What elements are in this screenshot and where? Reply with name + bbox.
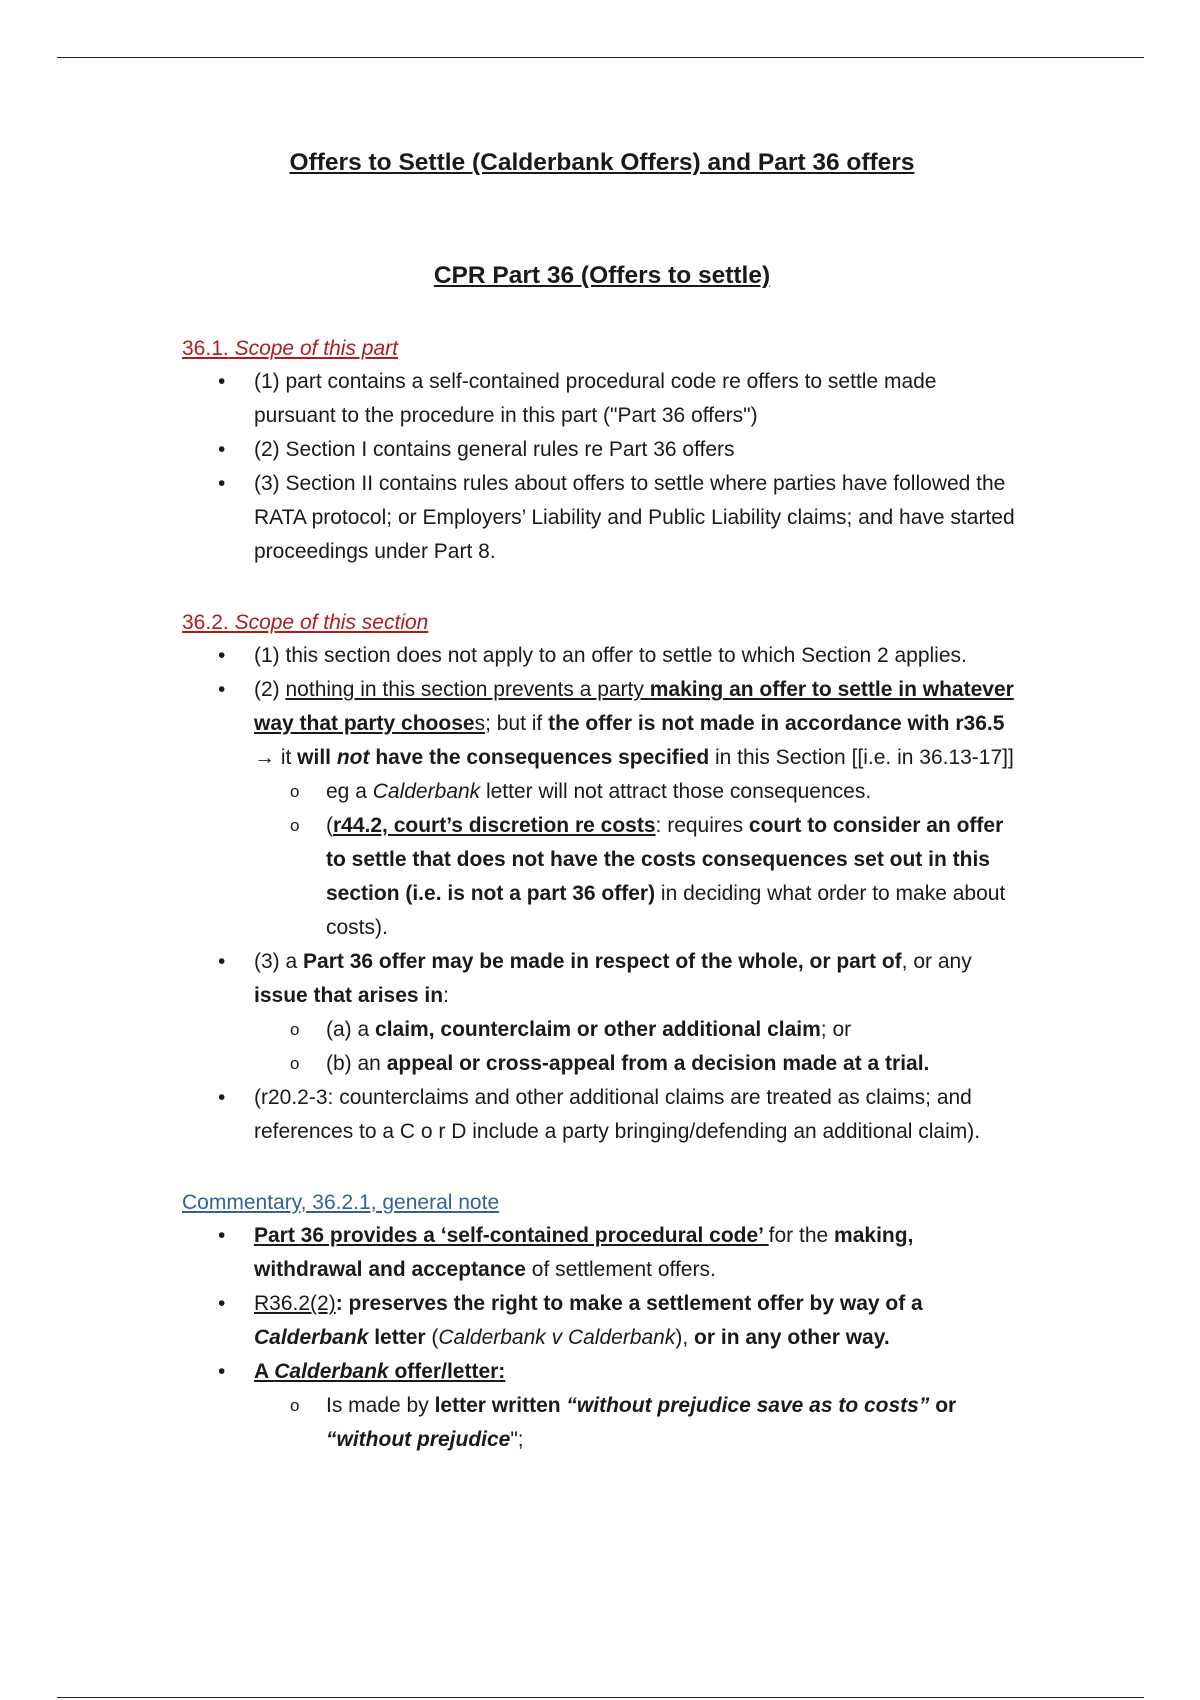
bullet-icon: • bbox=[218, 370, 226, 393]
bullet-icon: • bbox=[218, 678, 226, 701]
circle-bullet-icon: o bbox=[290, 1054, 300, 1073]
document-page bbox=[182, 146, 1022, 1457]
list-item: o (a) a claim, counterclaim or other additional claim; or bbox=[254, 1013, 1022, 1047]
circle-bullet-icon: o bbox=[290, 1020, 300, 1039]
bullet-icon: • bbox=[218, 438, 226, 461]
section-heading-36-1: 36.1. Scope of this part bbox=[182, 337, 398, 360]
list-item: • (r20.2-3: counterclaims and other additional claims are treated as claims; and references to a C o r D include a party bringing/defending an additional claim). bbox=[182, 1081, 1022, 1149]
section-36-2-sublist-3 bbox=[254, 1013, 1022, 1081]
list-item: o eg a Calderbank letter will not attract those consequences. bbox=[254, 775, 1022, 809]
list-item: • (1) this section does not apply to an offer to settle to which Section 2 applies. bbox=[182, 639, 1022, 673]
circle-bullet-icon: o bbox=[290, 782, 300, 801]
list-item: o (b) an appeal or cross-appeal from a decision made at a trial. bbox=[254, 1047, 1022, 1081]
bullet-icon: • bbox=[218, 1292, 226, 1315]
list-item: o Is made by letter written “without prejudice save as to costs” or “without prejudice"; bbox=[254, 1389, 1022, 1457]
circle-bullet-icon: o bbox=[290, 816, 300, 835]
section-36-1-list bbox=[182, 365, 1022, 569]
bullet-icon: • bbox=[218, 644, 226, 667]
list-item: • (3) Section II contains rules about offers to settle where parties have followed the RATA protocol; or Employers’ Liability and Public Liability claims; and have started proceedings under Part 8. bbox=[182, 467, 1022, 569]
section-heading-36-2: 36.2. Scope of this section bbox=[182, 611, 429, 634]
commentary-sublist bbox=[254, 1389, 1022, 1457]
circle-bullet-icon: o bbox=[290, 1396, 300, 1415]
list-item: • (2) Section I contains general rules re Part 36 offers bbox=[182, 433, 1022, 467]
bullet-icon: • bbox=[218, 472, 226, 495]
bullet-icon: • bbox=[218, 950, 226, 973]
list-item: • (2) nothing in this section prevents a party making an offer to settle in whatever way that party chooses; but if the offer is not made in accordance with r36.5 → it will not have the consequences specified in this Section [[i.e. in 36.13-17]] o eg a Calderbank letter will not attract those consequences. o (r44.2, court’s discretion re costs: requires court to consider an offer to settle that does not have the costs consequences set out in this section (i.e. is not a part 36 offer) in deciding what order to make about costs). bbox=[182, 673, 1022, 945]
bullet-icon: • bbox=[218, 1360, 226, 1383]
list-item: • A Calderbank offer/letter: o Is made by letter written “without prejudice save as to costs” or “without prejudice"; bbox=[182, 1355, 1022, 1457]
bullet-icon: • bbox=[218, 1086, 226, 1109]
list-item: • (3) a Part 36 offer may be made in respect of the whole, or part of, or any issue that arises in: o (a) a claim, counterclaim or other additional claim; or o (b) an appeal or cross-appeal from a decision made at a trial. bbox=[182, 945, 1022, 1081]
commentary-heading-link[interactable]: Commentary, 36.2.1, general note bbox=[182, 1191, 500, 1214]
header-rule bbox=[57, 57, 1144, 58]
footer-rule bbox=[57, 1697, 1144, 1698]
document-subtitle: CPR Part 36 (Offers to settle) bbox=[433, 262, 771, 289]
bullet-icon: • bbox=[218, 1224, 226, 1247]
list-item: o (r44.2, court’s discretion re costs: requires court to consider an offer to settle that does not have the costs consequences set out in this section (i.e. is not a part 36 offer) in deciding what order to make about costs). bbox=[254, 809, 1022, 945]
document-title: Offers to Settle (Calderbank Offers) and Part 36 offers bbox=[289, 149, 915, 176]
list-item: • R36.2(2): preserves the right to make a settlement offer by way of a Calderbank letter (Calderbank v Calderbank), or in any other way. bbox=[182, 1287, 1022, 1355]
commentary-list bbox=[182, 1219, 1022, 1457]
list-item: • (1) part contains a self-contained procedural code re offers to settle made pursuant to the procedure in this part ("Part 36 offers") bbox=[182, 365, 1022, 433]
section-36-2-list bbox=[182, 639, 1022, 1149]
list-item: • Part 36 provides a ‘self-contained procedural code’ for the making, withdrawal and acceptance of settlement offers. bbox=[182, 1219, 1022, 1287]
section-36-2-sublist bbox=[254, 775, 1022, 945]
